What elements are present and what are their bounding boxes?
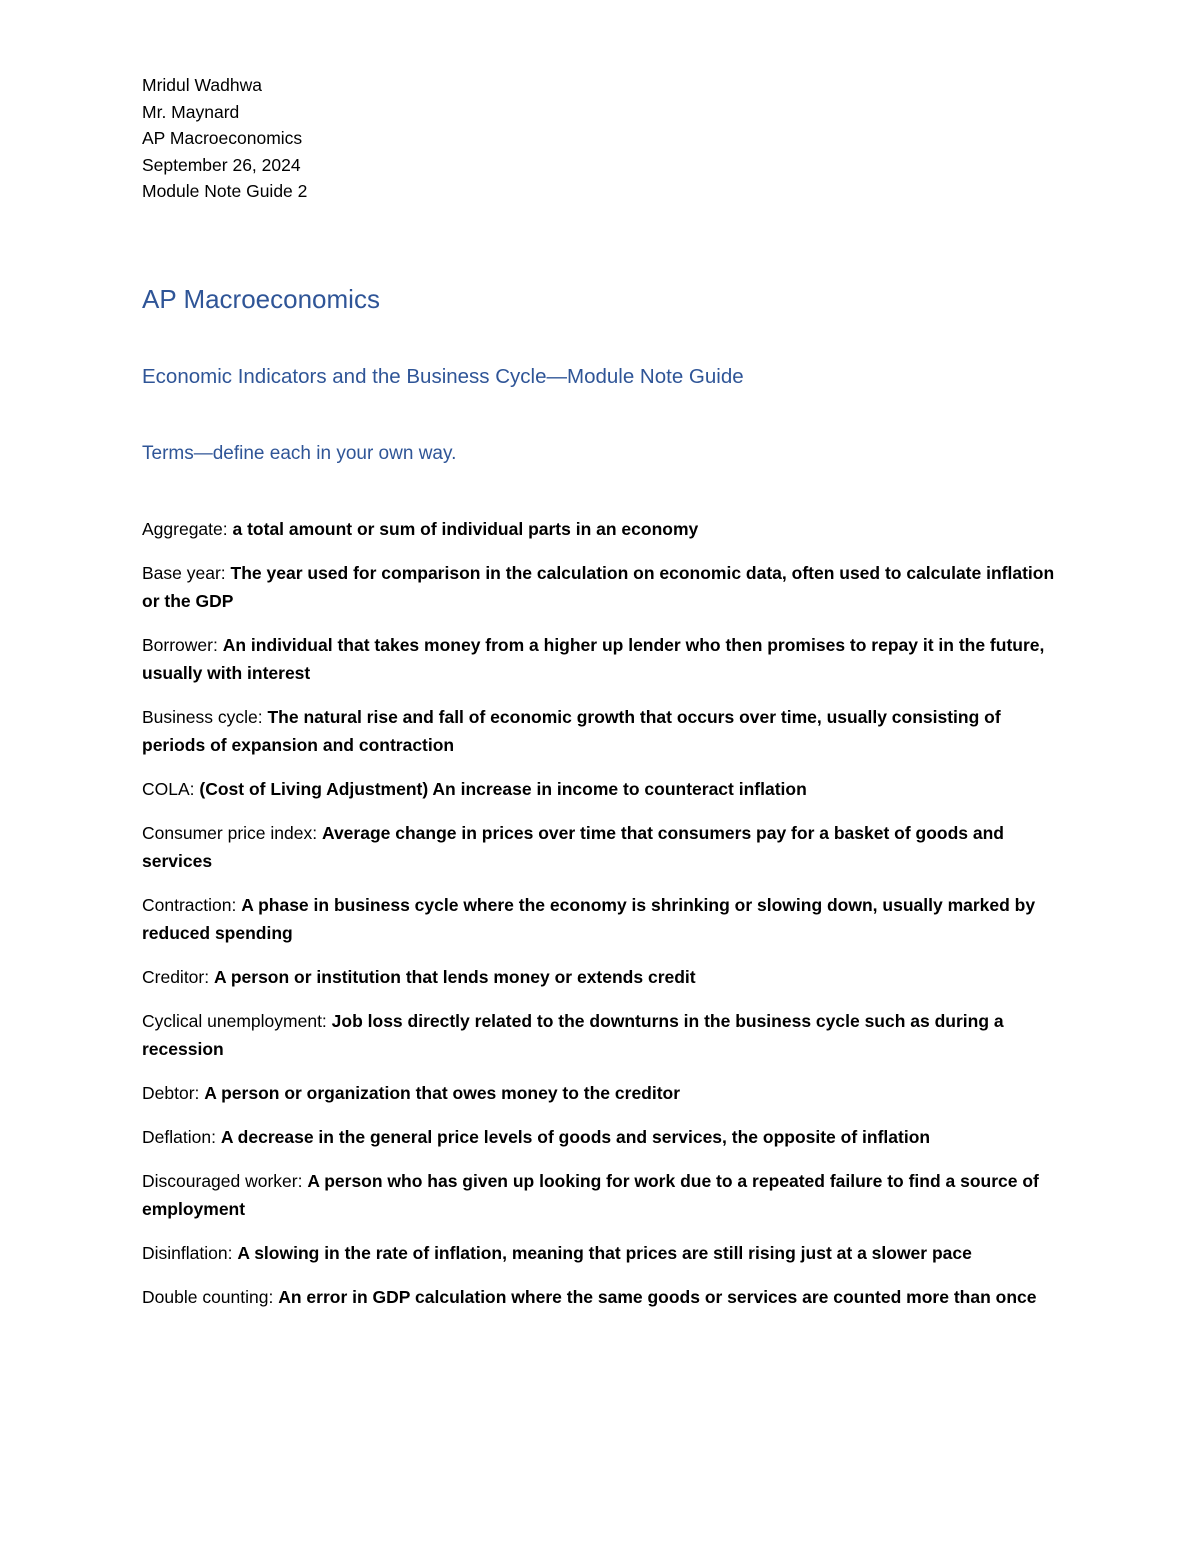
term-name: Borrower:	[142, 635, 218, 655]
term-definition: A decrease in the general price levels of goods and services, the opposite of inflation	[220, 1127, 931, 1147]
term-name: Double counting:	[142, 1287, 274, 1307]
term-name: Creditor:	[142, 967, 210, 987]
student-name: Mridul Wadhwa	[142, 75, 262, 95]
term-name: Disinflation:	[142, 1243, 233, 1263]
document-subtitle: Economic Indicators and the Business Cycle—Module Note Guide	[142, 365, 744, 388]
term-name: Aggregate:	[142, 519, 228, 539]
term-entry	[142, 1007, 1067, 1063]
term-entry	[142, 559, 1067, 615]
term-entry	[142, 775, 1067, 803]
term-entry	[142, 891, 1067, 947]
term-entry	[142, 819, 1067, 875]
term-name: Cyclical unemployment:	[142, 1011, 327, 1031]
instructions-heading: Terms—define each in your own way.	[142, 443, 457, 464]
term-definition: A person who has given up looking for work due to a repeated failure to find a source of employment	[142, 1171, 1039, 1219]
term-definition: A phase in business cycle where the economy is shrinking or slowing down, usually marked by reduced spending	[142, 895, 1036, 943]
term-entry	[142, 703, 1067, 759]
term-entry	[142, 631, 1067, 687]
term-entry	[142, 1079, 1067, 1107]
header-block	[142, 72, 307, 205]
term-definition: A slowing in the rate of inflation, meaning that prices are still rising just at a slower pace	[237, 1243, 972, 1263]
term-name: Debtor:	[142, 1083, 200, 1103]
document-date: September 26, 2024	[142, 154, 301, 175]
term-name: Deflation:	[142, 1127, 216, 1147]
term-definition: The year used for comparison in the calculation on economic data, often used to calculate inflation or the GDP	[142, 563, 1055, 611]
document-title: AP Macroeconomics	[142, 284, 380, 314]
term-name: Business cycle:	[142, 707, 263, 727]
term-name: Consumer price index:	[142, 823, 318, 843]
term-entry	[142, 1167, 1067, 1223]
term-entry	[142, 515, 1067, 543]
term-definition: An error in GDP calculation where the same goods or services are counted more than once	[278, 1287, 1037, 1307]
term-definition: (Cost of Living Adjustment) An increase in income to counteract inflation	[199, 779, 807, 799]
term-name: Discouraged worker:	[142, 1171, 303, 1191]
course-name: AP Macroeconomics	[142, 128, 303, 149]
term-entry	[142, 1283, 1067, 1311]
term-definition: a total amount or sum of individual parts in an economy	[232, 519, 699, 539]
assignment-name: Module Note Guide 2	[142, 181, 308, 202]
terms-list	[142, 515, 1067, 1327]
term-entry	[142, 1239, 1067, 1267]
term-definition: Job loss directly related to the downturns in the business cycle such as during a recession	[142, 1011, 1004, 1059]
term-definition: Average change in prices over time that consumers pay for a basket of goods and services	[142, 823, 1005, 871]
term-definition: The natural rise and fall of economic growth that occurs over time, usually consisting of periods of expansion and contraction	[142, 707, 1001, 755]
term-definition: A person or organization that owes money to the creditor	[204, 1083, 681, 1103]
term-definition: A person or institution that lends money or extends credit	[213, 967, 696, 987]
term-name: Contraction:	[142, 895, 237, 915]
teacher-name: Mr. Maynard	[142, 101, 240, 122]
term-name: Base year:	[142, 563, 226, 583]
term-name: COLA:	[142, 779, 195, 799]
term-entry	[142, 1123, 1067, 1151]
term-definition: An individual that takes money from a higher up lender who then promises to repay it in the future, usually with interest	[142, 635, 1045, 683]
term-entry	[142, 963, 1067, 991]
